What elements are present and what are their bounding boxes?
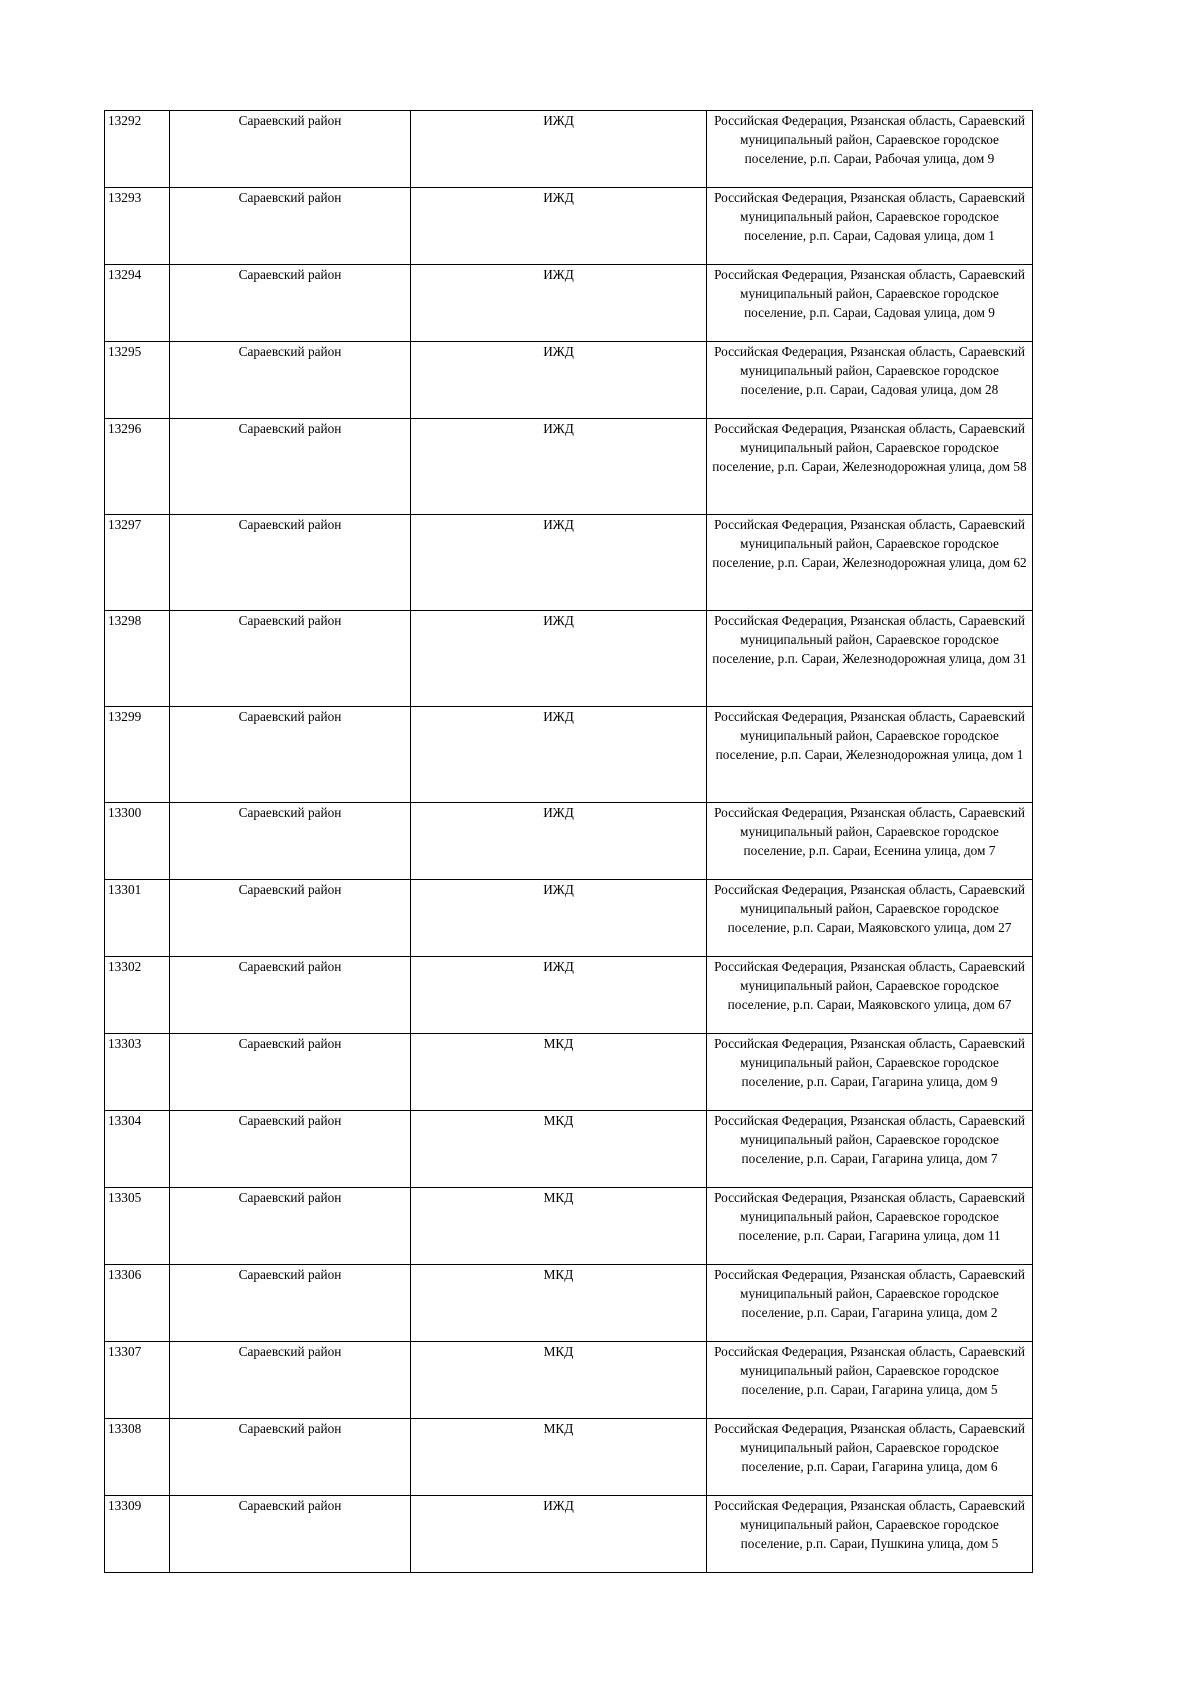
housing-type: МКД [411, 1342, 707, 1419]
district-name: Сараевский район [170, 1419, 411, 1496]
record-id: 13299 [105, 707, 170, 803]
table-row [105, 1496, 1033, 1573]
record-id: 13303 [105, 1034, 170, 1111]
address: Российская Федерация, Рязанская область, Сараевский муниципальный район, Сараевское городское поселение, р.п. Сараи, Гагарина улица, дом 5 [707, 1342, 1033, 1419]
table-row [105, 1034, 1033, 1111]
table-row [105, 611, 1033, 707]
address: Российская Федерация, Рязанская область, Сараевский муниципальный район, Сараевское городское поселение, р.п. Сараи, Садовая улица, дом 28 [707, 342, 1033, 419]
table-row [105, 803, 1033, 880]
housing-type: ИЖД [411, 342, 707, 419]
address: Российская Федерация, Рязанская область, Сараевский муниципальный район, Сараевское городское поселение, р.п. Сараи, Гагарина улица, дом 11 [707, 1188, 1033, 1265]
housing-type: МКД [411, 1188, 707, 1265]
table-row [105, 1111, 1033, 1188]
housing-type: ИЖД [411, 957, 707, 1034]
record-id: 13297 [105, 515, 170, 611]
housing-type: ИЖД [411, 611, 707, 707]
table-row [105, 707, 1033, 803]
district-name: Сараевский район [170, 1034, 411, 1111]
district-name: Сараевский район [170, 803, 411, 880]
housing-type: ИЖД [411, 188, 707, 265]
address: Российская Федерация, Рязанская область, Сараевский муниципальный район, Сараевское городское поселение, р.п. Сараи, Маяковского улица, дом 67 [707, 957, 1033, 1034]
record-id: 13305 [105, 1188, 170, 1265]
table-row [105, 1419, 1033, 1496]
table-row [105, 265, 1033, 342]
table-row [105, 188, 1033, 265]
table-row [105, 515, 1033, 611]
address: Российская Федерация, Рязанская область, Сараевский муниципальный район, Сараевское городское поселение, р.п. Сараи, Гагарина улица, дом 2 [707, 1265, 1033, 1342]
table-row [105, 957, 1033, 1034]
address: Российская Федерация, Рязанская область, Сараевский муниципальный район, Сараевское городское поселение, р.п. Сараи, Железнодорожная улица, дом 1 [707, 707, 1033, 803]
address: Российская Федерация, Рязанская область, Сараевский муниципальный район, Сараевское городское поселение, р.п. Сараи, Железнодорожная улица, дом 62 [707, 515, 1033, 611]
address: Российская Федерация, Рязанская область, Сараевский муниципальный район, Сараевское городское поселение, р.п. Сараи, Гагарина улица, дом 6 [707, 1419, 1033, 1496]
record-id: 13308 [105, 1419, 170, 1496]
housing-type: МКД [411, 1419, 707, 1496]
record-id: 13293 [105, 188, 170, 265]
housing-type: ИЖД [411, 880, 707, 957]
housing-type: ИЖД [411, 265, 707, 342]
address: Российская Федерация, Рязанская область, Сараевский муниципальный район, Сараевское городское поселение, р.п. Сараи, Маяковского улица, дом 27 [707, 880, 1033, 957]
address: Российская Федерация, Рязанская область, Сараевский муниципальный район, Сараевское городское поселение, р.п. Сараи, Есенина улица, дом 7 [707, 803, 1033, 880]
record-id: 13306 [105, 1265, 170, 1342]
table-row [105, 111, 1033, 188]
address: Российская Федерация, Рязанская область, Сараевский муниципальный район, Сараевское городское поселение, р.п. Сараи, Рабочая улица, дом 9 [707, 111, 1033, 188]
table-row [105, 342, 1033, 419]
record-id: 13307 [105, 1342, 170, 1419]
district-name: Сараевский район [170, 111, 411, 188]
address: Российская Федерация, Рязанская область, Сараевский муниципальный район, Сараевское городское поселение, р.п. Сараи, Гагарина улица, дом 7 [707, 1111, 1033, 1188]
record-id: 13295 [105, 342, 170, 419]
housing-type: МКД [411, 1111, 707, 1188]
record-id: 13296 [105, 419, 170, 515]
address: Российская Федерация, Рязанская область, Сараевский муниципальный район, Сараевское городское поселение, р.п. Сараи, Гагарина улица, дом 9 [707, 1034, 1033, 1111]
address: Российская Федерация, Рязанская область, Сараевский муниципальный район, Сараевское городское поселение, р.п. Сараи, Садовая улица, дом 1 [707, 188, 1033, 265]
housing-type: ИЖД [411, 803, 707, 880]
district-name: Сараевский район [170, 1265, 411, 1342]
record-id: 13292 [105, 111, 170, 188]
housing-type: МКД [411, 1034, 707, 1111]
district-name: Сараевский район [170, 957, 411, 1034]
district-name: Сараевский район [170, 265, 411, 342]
address: Российская Федерация, Рязанская область, Сараевский муниципальный район, Сараевское городское поселение, р.п. Сараи, Пушкина улица, дом 5 [707, 1496, 1033, 1573]
table-row [105, 419, 1033, 515]
table-row [105, 1188, 1033, 1265]
record-id: 13309 [105, 1496, 170, 1573]
housing-type: МКД [411, 1265, 707, 1342]
record-id: 13294 [105, 265, 170, 342]
address: Российская Федерация, Рязанская область, Сараевский муниципальный район, Сараевское городское поселение, р.п. Сараи, Железнодорожная улица, дом 31 [707, 611, 1033, 707]
address: Российская Федерация, Рязанская область, Сараевский муниципальный район, Сараевское городское поселение, р.п. Сараи, Железнодорожная улица, дом 58 [707, 419, 1033, 515]
district-name: Сараевский район [170, 1111, 411, 1188]
district-name: Сараевский район [170, 515, 411, 611]
housing-type: ИЖД [411, 419, 707, 515]
district-name: Сараевский район [170, 1188, 411, 1265]
district-name: Сараевский район [170, 611, 411, 707]
housing-type: ИЖД [411, 111, 707, 188]
record-id: 13301 [105, 880, 170, 957]
district-name: Сараевский район [170, 1342, 411, 1419]
table-row [105, 1265, 1033, 1342]
address: Российская Федерация, Рязанская область, Сараевский муниципальный район, Сараевское городское поселение, р.п. Сараи, Садовая улица, дом 9 [707, 265, 1033, 342]
record-id: 13298 [105, 611, 170, 707]
housing-type: ИЖД [411, 1496, 707, 1573]
record-id: 13302 [105, 957, 170, 1034]
table-row [105, 880, 1033, 957]
district-name: Сараевский район [170, 707, 411, 803]
housing-type: ИЖД [411, 707, 707, 803]
housing-type: ИЖД [411, 515, 707, 611]
record-id: 13304 [105, 1111, 170, 1188]
table-row [105, 1342, 1033, 1419]
record-id: 13300 [105, 803, 170, 880]
district-name: Сараевский район [170, 1496, 411, 1573]
registry-table [104, 110, 1033, 1573]
district-name: Сараевский район [170, 880, 411, 957]
district-name: Сараевский район [170, 342, 411, 419]
district-name: Сараевский район [170, 419, 411, 515]
district-name: Сараевский район [170, 188, 411, 265]
